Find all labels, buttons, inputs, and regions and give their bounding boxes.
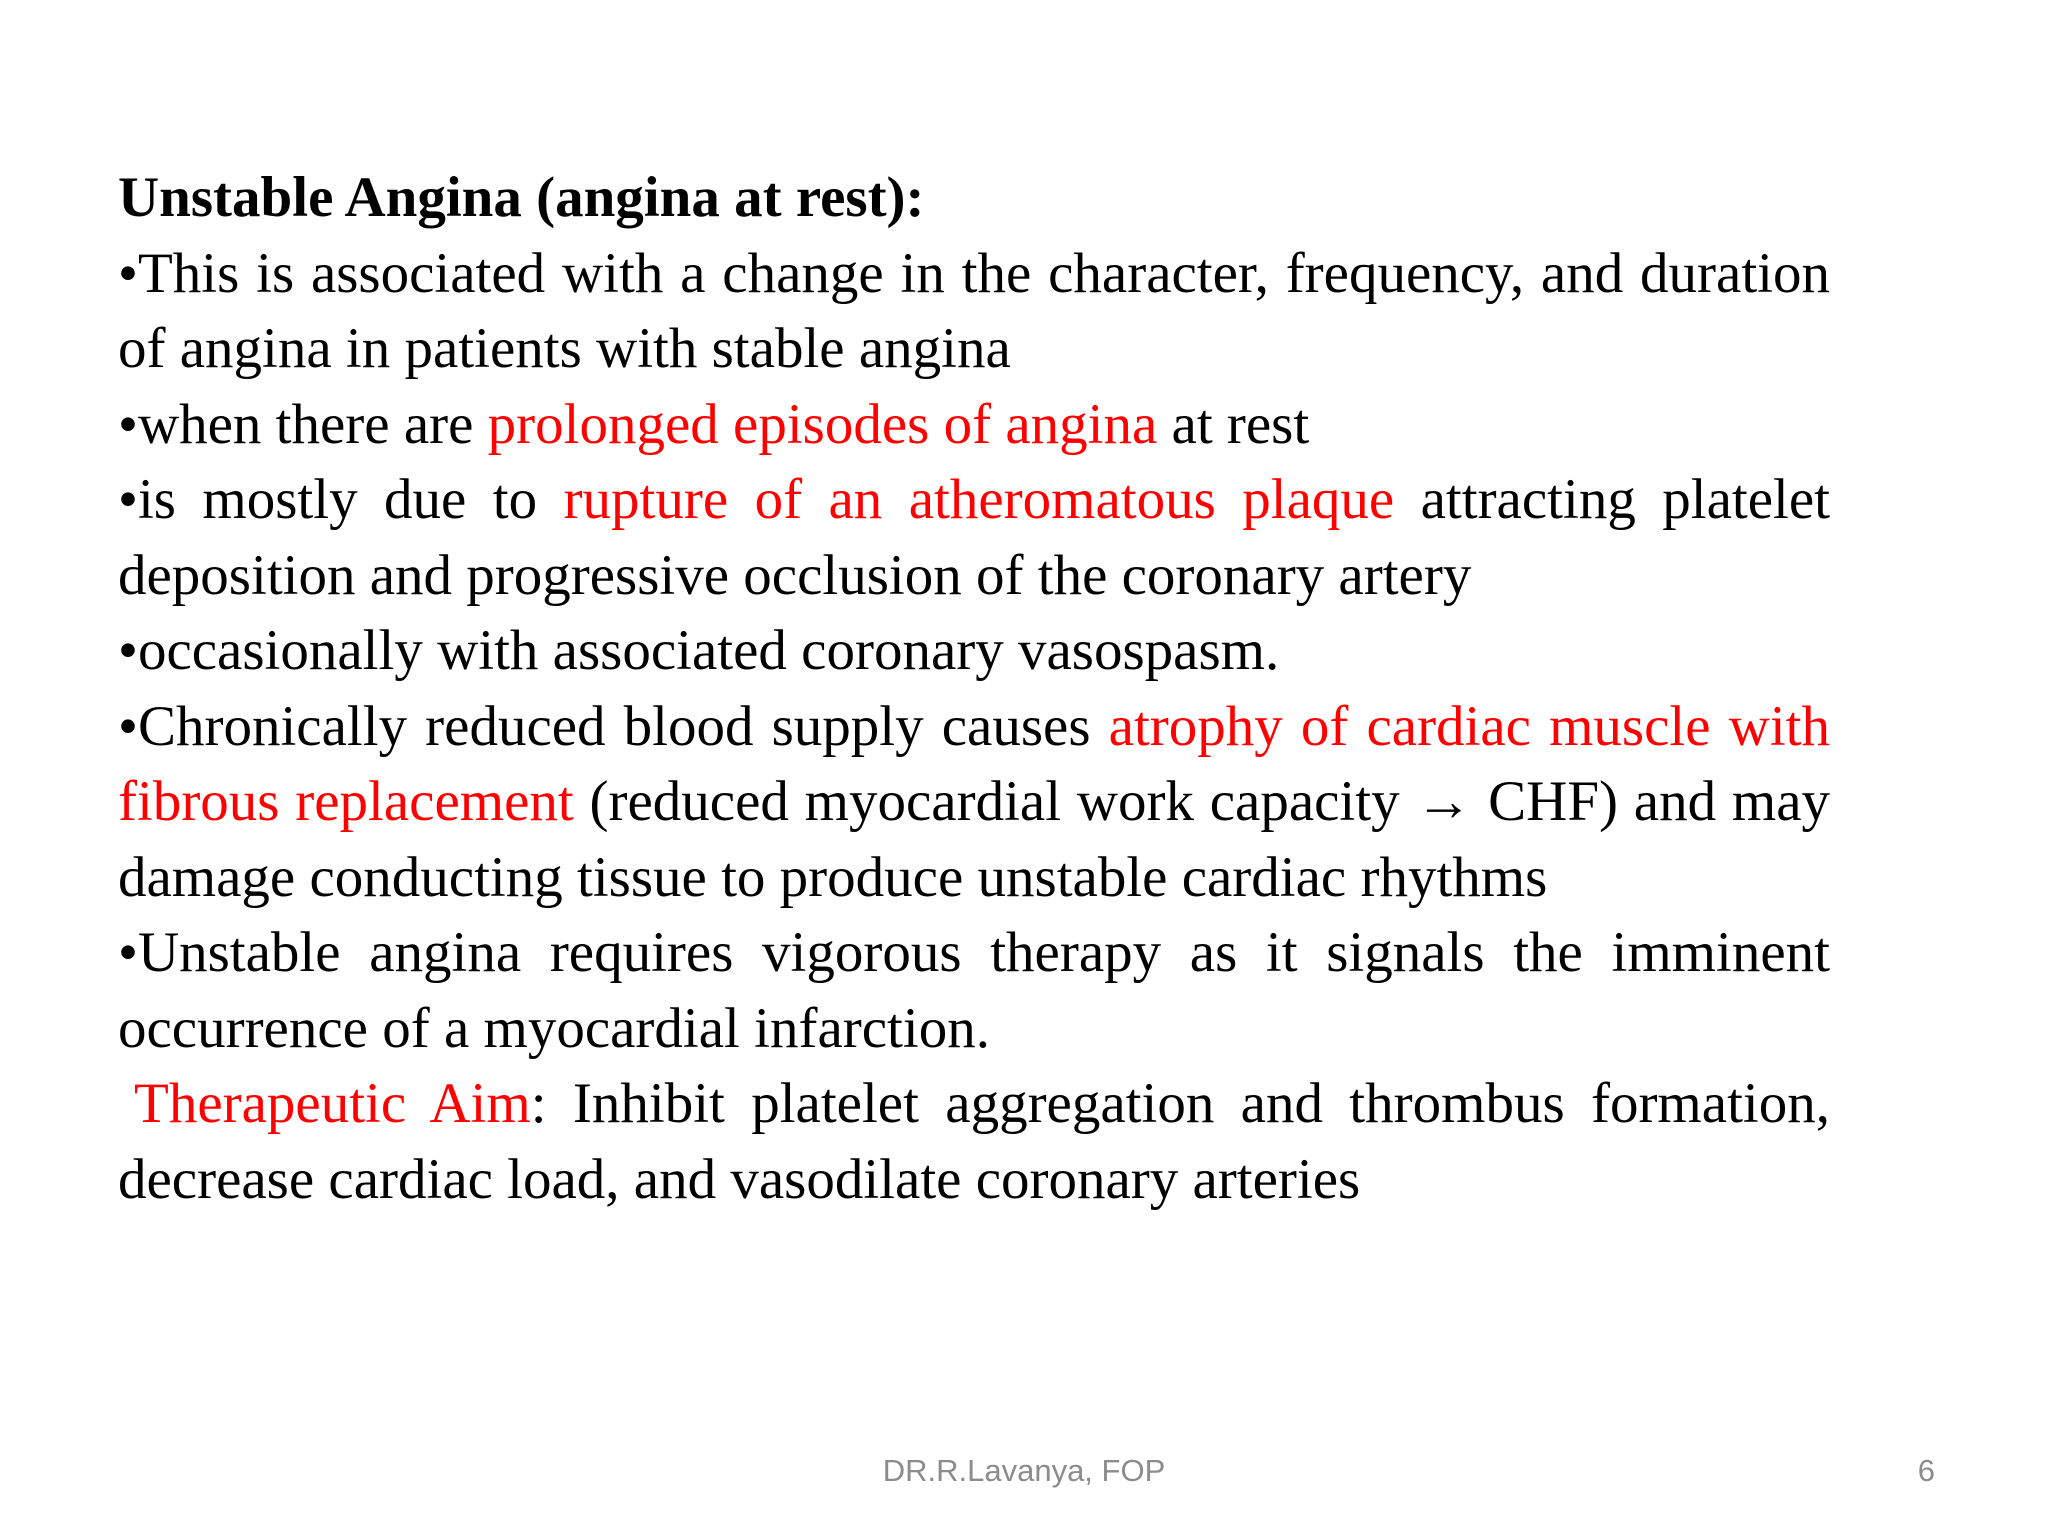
bullet-text: attracting platelet deposition and progressive occlusion of the coronary artery bbox=[118, 468, 1831, 607]
bullet-text: •Unstable angina requires vigorous therapy as it signals the imminent occurrence of a myocardial infarction. bbox=[118, 921, 1830, 1060]
therapeutic-aim bbox=[118, 1066, 1830, 1217]
bullet-text: •occasionally with associated coronary vasospasm. bbox=[118, 619, 1280, 682]
bullet-text: at rest bbox=[1157, 392, 1310, 456]
bullet-text: •when there are bbox=[118, 392, 488, 456]
bullet-vigorous-therapy bbox=[118, 915, 1830, 1066]
bullet-text: •is mostly due to bbox=[118, 468, 564, 531]
slide-body bbox=[118, 160, 1830, 1217]
highlight-text: atrophy of cardiac muscle with fibrous replacement bbox=[118, 694, 1831, 833]
bullet-vasospasm bbox=[118, 613, 1830, 689]
bullet-plaque-rupture bbox=[118, 462, 1830, 613]
bullet-chronic-supply bbox=[118, 689, 1830, 916]
bullet-association bbox=[118, 236, 1830, 387]
therapeutic-aim-label: Therapeutic Aim bbox=[134, 1072, 531, 1135]
highlight-text: rupture of an atheromatous plaque bbox=[563, 468, 1395, 531]
therapeutic-aim-text: Inhibit platelet aggregation and thrombus formation, decrease cardiac load, and vasodilate coronary arteries bbox=[118, 1072, 1830, 1211]
highlight-text: prolonged episodes of angina bbox=[487, 392, 1158, 456]
bullet-text: •Chronically reduced blood supply causes bbox=[118, 694, 1109, 758]
bullet-prolonged-episodes bbox=[118, 387, 1830, 463]
page-number: 6 bbox=[1917, 1453, 1935, 1488]
footer-author: DR.R.Lavanya, FOP bbox=[882, 1453, 1166, 1488]
aim-colon: : bbox=[530, 1072, 547, 1135]
slide-title: Unstable Angina (angina at rest): bbox=[118, 166, 925, 229]
bullet-text: •This is associated with a change in the character, frequency, and duration of angina in patients with stable angina bbox=[118, 241, 1830, 380]
bullet-text: (reduced myocardial work capacity → CHF) and may damage conducting tissue to produce unstable cardiac rhythms bbox=[118, 770, 1830, 909]
